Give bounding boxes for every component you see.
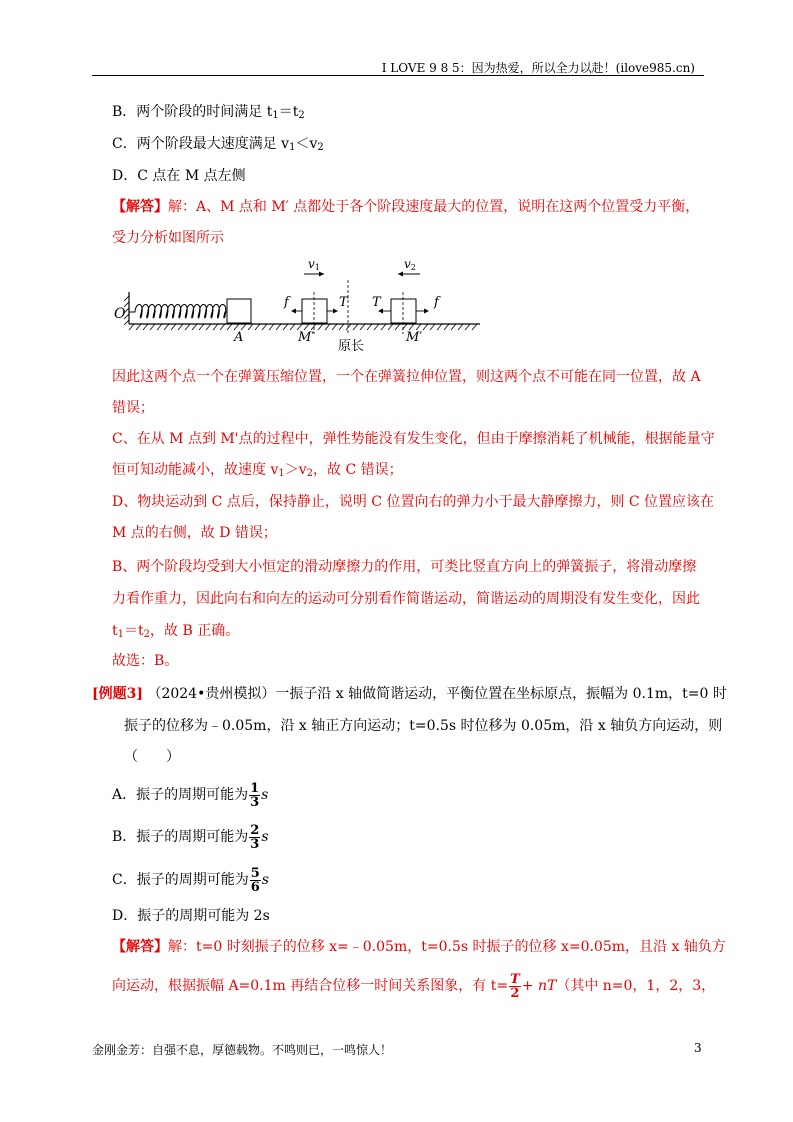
hatch-mark <box>472 324 477 330</box>
label-o: O <box>114 306 126 322</box>
hatch-mark <box>381 324 386 330</box>
hatch-mark <box>332 324 337 330</box>
hatch-mark <box>374 324 379 330</box>
block-m-prime <box>391 299 416 323</box>
hatch-mark <box>213 324 218 330</box>
answer2-line1: 【解答】解：t=0 时刻振子的位移 x=﹣0.05m，t=0.5s 时振子的位移 x=0.05m，且沿 x 轴负方 <box>112 939 726 955</box>
answer1-conclusion: 故选：B。 <box>112 653 179 669</box>
v1-arrowhead <box>319 272 324 277</box>
answer1-line1: 【解答】解：A、M 点和 M′ 点都处于各个阶段速度最大的位置，说明在这两个位置受力平衡， <box>112 199 700 215</box>
example3-line3: （ ） <box>124 749 180 765</box>
hatch-mark <box>178 324 183 330</box>
hatch-mark <box>136 324 141 330</box>
hatch-mark <box>458 324 463 330</box>
answer1-p4-line1: D、物块运动到 C 点后，保持静止，说明 C 位置向右的弹力小于最大静摩擦力，则 C 位置应该在 <box>112 494 715 510</box>
label-natural-length: 原长 <box>338 339 365 354</box>
label-m: M′ <box>298 330 315 345</box>
hatch-mark <box>262 324 267 330</box>
hatch-mark <box>395 324 400 330</box>
answer1-p3-line2: 恒可知动能减小，故速度 $v_1>v_2$，故 C 错误； <box>112 462 403 479</box>
answer1-p3-line1: C、在从 M 点到 M'点的过程中，弹性势能没有发生变化，但由于摩擦消耗了机械能，根据能量守 <box>112 431 715 447</box>
hatch-mark <box>444 324 449 330</box>
hatch-mark <box>199 324 204 330</box>
answer1-p2-line2: 错误； <box>112 400 154 416</box>
v2-arrowhead <box>398 272 403 277</box>
hatch-mark <box>346 324 351 330</box>
option-c-prev: C．两个阶段最大速度满足 $v_1<v_2$ <box>112 136 324 153</box>
label-f-left: f <box>284 295 289 310</box>
hatch-mark <box>430 324 435 330</box>
hatch-mark <box>164 324 169 330</box>
label-v2: v2 <box>404 257 416 272</box>
answer1-p5-line2: 力看作重力，因此向右和向左的运动可分别看作简谐运动，简谐运动的周期没有发生变化，因此 <box>112 591 700 607</box>
hatch-mark <box>339 324 344 330</box>
hatch-mark <box>185 324 190 330</box>
force-diagram <box>108 252 488 357</box>
page-number: 3 <box>694 1041 702 1055</box>
hatch-mark <box>423 324 428 330</box>
example3-line2: 振子的位移为﹣0.05m，沿 x 轴正方向运动；t=0.5s 时位移为 0.05m，沿 x 轴负方向运动，则 <box>124 718 723 734</box>
f-right-arrowhead <box>424 309 429 314</box>
answer-tag: 【解答】 <box>112 199 168 215</box>
hatch-mark <box>143 324 148 330</box>
answer1-line2: 受力分析如图所示 <box>112 230 224 246</box>
hatch-mark <box>129 324 134 330</box>
label-t-left: T <box>339 295 348 310</box>
label-m-prime: M′ <box>406 330 423 345</box>
hatch-mark <box>171 324 176 330</box>
hatch-mark <box>192 324 197 330</box>
hatch-mark <box>227 324 232 330</box>
hatch-mark <box>220 324 225 330</box>
label-t-right: T <box>372 295 381 310</box>
hatch-mark <box>150 324 155 330</box>
answer1-p5-line3: $t_1=t_2$，故 B 正确。 <box>112 623 240 640</box>
label-v1: v1 <box>308 257 320 272</box>
hatch-mark <box>360 324 365 330</box>
hatch-mark <box>451 324 456 330</box>
option-b-prev: B．两个阶段的时间满足 $t_1=t_2$ <box>112 104 305 121</box>
hatch-mark <box>353 324 358 330</box>
wall-hatch-mark <box>124 296 129 301</box>
header-rule <box>92 75 704 76</box>
example3-option-c: C．振子的周期可能为 $\frac{5}{6}$ s <box>112 865 269 895</box>
hatch-mark <box>206 324 211 330</box>
example3-option-d: D．振子的周期可能为 2s <box>112 908 270 924</box>
fraction-t-over-2: $\frac{T}{2}$ <box>510 971 520 1001</box>
example3-option-a: A．振子的周期可能为 $\frac{1}{3}$ s <box>112 780 269 810</box>
example3-line1: [例题3] （2024•贵州模拟）一振子沿 x 轴做简谐运动，平衡位置在坐标原点，振幅为 0.1m，t=0 时 <box>92 686 727 702</box>
hatch-mark <box>325 324 330 330</box>
hatch-mark <box>388 324 393 330</box>
label-f-right: f <box>434 295 439 310</box>
block-m <box>302 299 327 323</box>
hatch-mark <box>437 324 442 330</box>
answer1-p2-line1: 因此这两个点一个在弹簧压缩位置，一个在弹簧拉伸位置，则这两个点不可能在同一位置，故 A <box>112 369 701 385</box>
hatch-mark <box>255 324 260 330</box>
hatch-mark <box>276 324 281 330</box>
answer1-p4-line2: M 点的右侧，故 D 错误； <box>112 525 277 541</box>
hatch-mark <box>283 324 288 330</box>
spring <box>129 305 227 319</box>
example3-option-b: B．振子的周期可能为 $\frac{2}{3}$ s <box>112 822 269 852</box>
block-a <box>227 299 251 323</box>
hatch-mark <box>157 324 162 330</box>
f-left-arrowhead <box>291 309 296 314</box>
answer1-p5-line1: B、两个阶段均受到大小恒定的滑动摩擦力的作用，可类比竖直方向上的弹簧振子，将滑动摩擦 <box>112 559 697 575</box>
t-left-arrowhead <box>333 309 338 314</box>
page-footer-motto: 金刚金芳：自强不息，厚德载物。不鸣则已，一鸣惊人！ <box>92 1043 393 1057</box>
fraction-a: $\frac{1}{3}$ <box>250 780 260 810</box>
label-a: A <box>234 330 244 345</box>
option-d-prev: D．C 点在 M 点左侧 <box>112 168 246 184</box>
hatch-mark <box>367 324 372 330</box>
answer2-line2: 向运动，根据振幅 A=0.1m 再结合位移一时间关系图象，有 t= $\frac{T}{2}$ + nT（其中 n=0，1，2，3， <box>112 971 716 1001</box>
fraction-c: $\frac{5}{6}$ <box>250 865 260 895</box>
hatch-mark <box>465 324 470 330</box>
hatch-mark <box>269 324 274 330</box>
example-tag: [例题3] <box>92 686 143 702</box>
hatch-mark <box>290 324 295 330</box>
hatch-mark <box>318 324 323 330</box>
hatch-mark <box>248 324 253 330</box>
fraction-b: $\frac{2}{3}$ <box>250 822 260 852</box>
page-header: I LOVE 9 8 5：因为热爱，所以全力以赴！(ilove985.cn) <box>381 61 695 75</box>
answer2-tag: 【解答】 <box>112 939 168 955</box>
